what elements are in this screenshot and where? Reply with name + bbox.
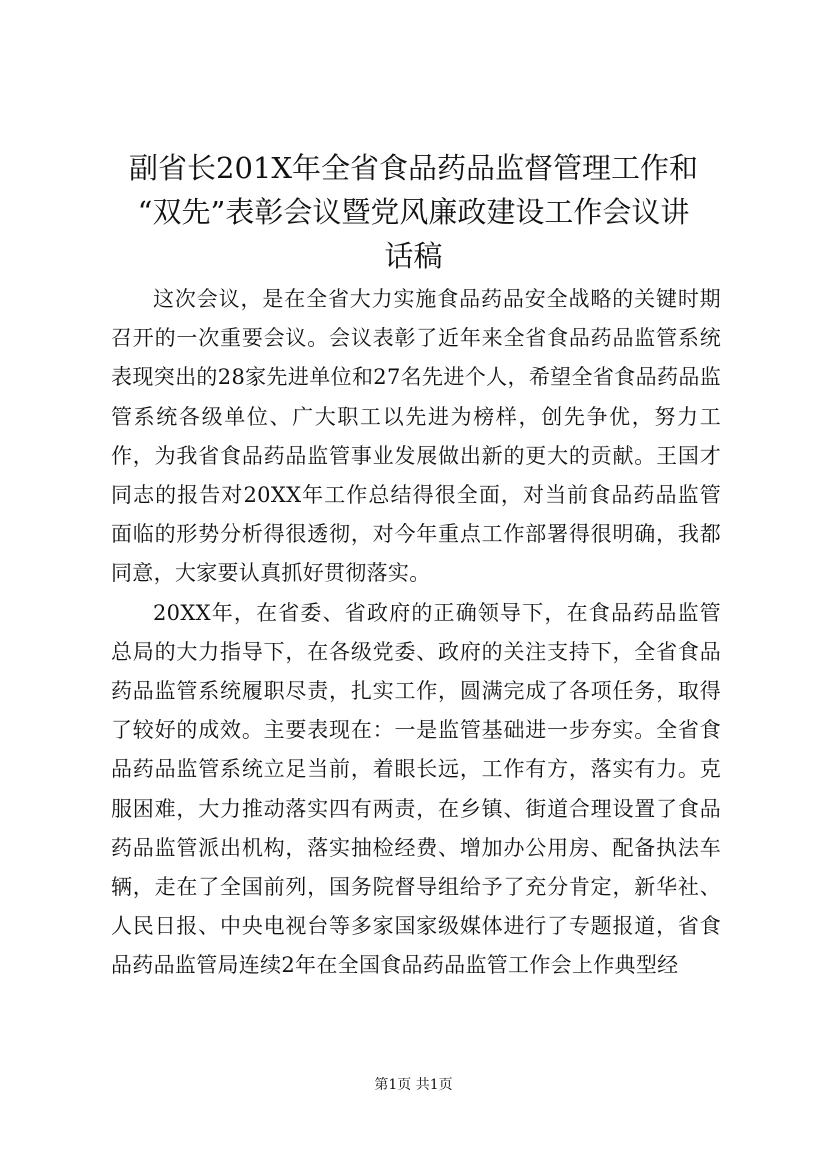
paragraph-2: 20XX年，在省委、省政府的正确领导下，在食品药品监管总局的大力指导下，在各级党委、政府的关注支持下，全省食品药品监管系统履职尽责，扎实工作，圆满完成了各项任务，取得了较好的成效。主要表现在：一是监管基础进一步夯实。全省食品药品监管系统立足当前，着眼长远，工作有方，落实有力。克服困难，大力推动落实四有两责，在乡镇、街道合理设置了食品药品监管派出机构，落实抽检经费、增加办公用房、配备执法车辆，走在了全国前列，国务院督导组给予了充分肯定，新华社、人民日报、中央电视台等多家国家级媒体进行了专题报道，省食品药品监管局连续2年在全国食品药品监管工作会上作典型经 (111, 600, 721, 978)
title-line-2: “双先”表彰会议暨党风廉政建设工作会议讲 (137, 195, 690, 229)
document-body (111, 280, 721, 986)
page-footer: 第1页 共1页 (374, 1077, 453, 1093)
document-title (100, 146, 727, 278)
title-line-1: 副省长201X年全省食品药品监督管理工作和 (129, 151, 698, 185)
title-line-3: 话稿 (384, 239, 443, 273)
paragraph-1: 这次会议，是在全省大力实施食品药品安全战略的关键时期召开的一次重要会议。会议表彰了近年来全省食品药品监管系统表现突出的28家先进单位和27名先进个人，希望全省食品药品监管系统各级单位、广大职工以先进为榜样，创先争优，努力工作，为我省食品药品监管事业发展做出新的更大的贡献。王国才同志的报告对20XX年工作总结得很全面，对当前食品药品监管面临的形势分析得很透彻，对今年重点工作部署得很明确，我都同意，大家要认真抓好贯彻落实。 (111, 287, 721, 586)
